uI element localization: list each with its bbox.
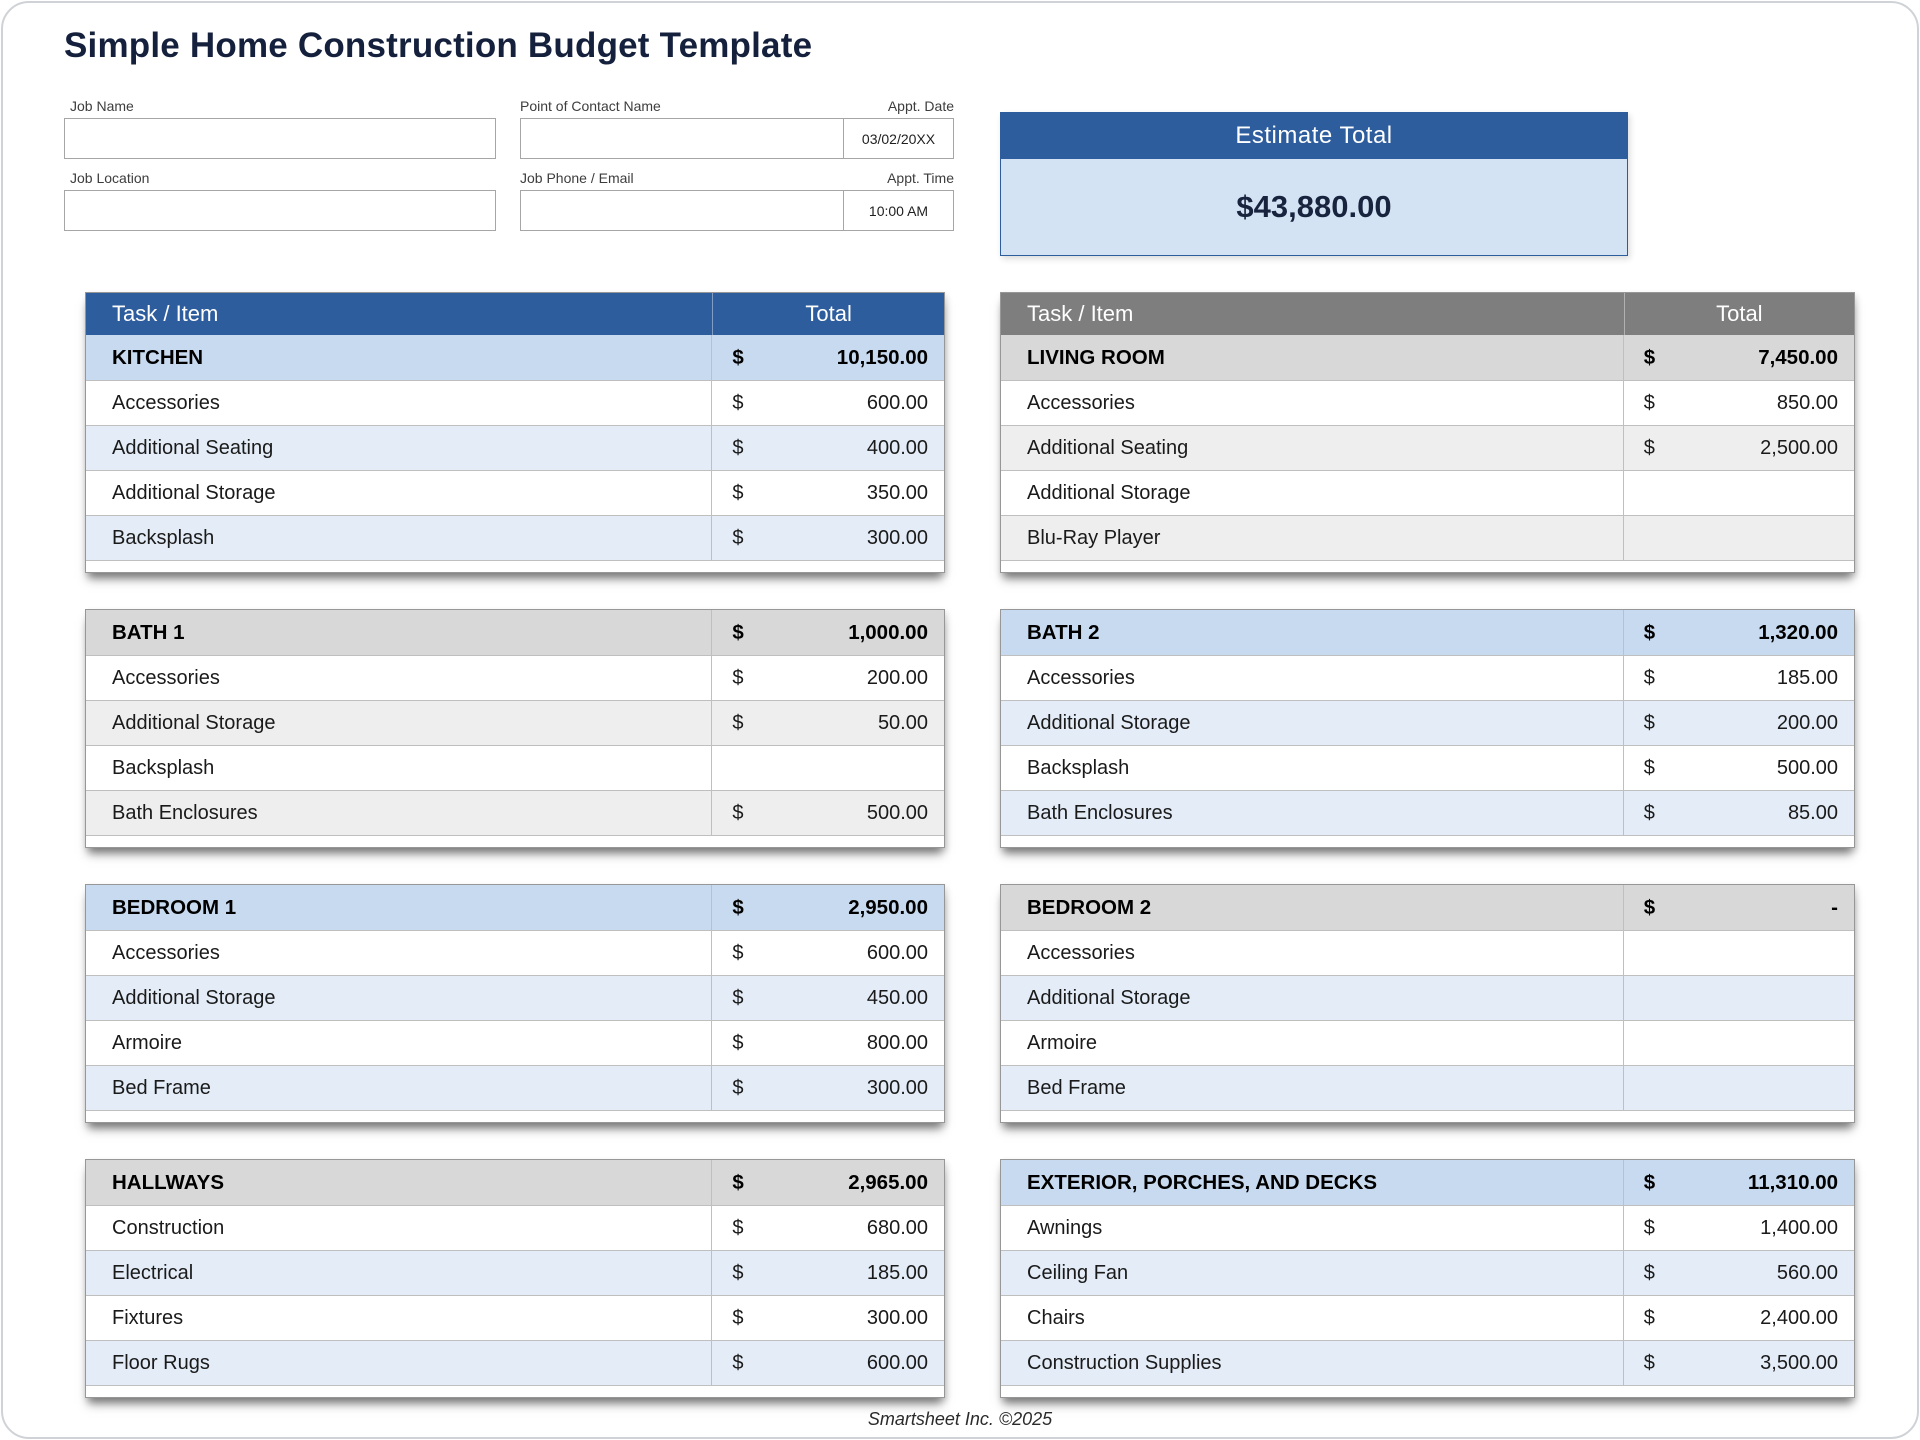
task-cell[interactable]: Accessories xyxy=(1001,381,1624,425)
task-cell[interactable]: Chairs xyxy=(1001,1296,1624,1340)
total-cell[interactable] xyxy=(1624,1251,1854,1295)
amount-value: 300.00 xyxy=(866,526,928,549)
amount-value: 85.00 xyxy=(1787,801,1838,824)
job-name-label: Job Name xyxy=(70,98,134,114)
currency-symbol: $ xyxy=(1643,1306,1655,1329)
total-cell[interactable] xyxy=(1624,610,1854,655)
table-row xyxy=(1001,1205,1854,1250)
currency-symbol: $ xyxy=(1643,666,1655,689)
total-cell[interactable] xyxy=(712,885,944,930)
table-row xyxy=(1001,380,1854,425)
amount-value: 600.00 xyxy=(866,391,928,414)
column-header-task: Task / Item xyxy=(112,301,219,326)
column-header-task: Task / Item xyxy=(1027,301,1134,326)
currency-symbol: $ xyxy=(732,1076,744,1099)
amount-value: 1,000.00 xyxy=(848,620,928,644)
table-partial-row xyxy=(1001,560,1854,572)
currency-symbol: $ xyxy=(732,526,744,549)
budget-table-kitchen xyxy=(85,292,945,573)
task-cell[interactable]: HALLWAYS xyxy=(86,1160,712,1205)
amount-value: 350.00 xyxy=(866,481,928,504)
currency-symbol: $ xyxy=(732,436,744,459)
task-cell[interactable]: Accessories xyxy=(86,381,712,425)
currency-symbol: $ xyxy=(1643,711,1655,734)
table-row xyxy=(1001,470,1854,515)
task-cell[interactable]: Accessories xyxy=(86,931,712,975)
task-cell[interactable]: Backsplash xyxy=(86,516,712,560)
amount-value: 500.00 xyxy=(866,801,928,824)
table-section-row xyxy=(86,610,944,655)
amount-value: 7,450.00 xyxy=(1758,345,1838,369)
currency-symbol: $ xyxy=(732,941,744,964)
total-cell[interactable] xyxy=(1624,1160,1854,1205)
currency-symbol: $ xyxy=(1643,895,1656,919)
appt-date-label: Appt. Date xyxy=(887,98,954,114)
table-row xyxy=(86,700,944,745)
total-cell[interactable] xyxy=(712,1160,944,1205)
table-row xyxy=(1001,655,1854,700)
appt-time-label: Appt. Time xyxy=(887,170,954,186)
currency-symbol: $ xyxy=(732,1216,744,1239)
table-row xyxy=(1001,790,1854,835)
total-cell[interactable] xyxy=(1624,1206,1854,1250)
currency-symbol: $ xyxy=(732,666,744,689)
table-section-row xyxy=(86,1160,944,1205)
total-cell[interactable] xyxy=(712,610,944,655)
task-cell[interactable]: Additional Storage xyxy=(86,701,712,745)
table-row xyxy=(86,1295,944,1340)
contact-name-label: Point of Contact Name xyxy=(520,98,661,114)
total-cell[interactable] xyxy=(1624,791,1854,835)
currency-symbol: $ xyxy=(1643,345,1656,369)
table-partial-row xyxy=(86,835,944,847)
table-section-row xyxy=(1001,885,1854,930)
total-cell[interactable] xyxy=(1624,1296,1854,1340)
estimate-total-panel xyxy=(1000,112,1628,256)
amount-value: 1,320.00 xyxy=(1758,620,1838,644)
total-cell[interactable] xyxy=(712,1021,944,1065)
currency-symbol: $ xyxy=(732,1031,744,1054)
table-row xyxy=(86,745,944,790)
task-cell[interactable]: Ceiling Fan xyxy=(1001,1251,1624,1295)
table-partial-row xyxy=(86,1385,944,1397)
currency-symbol: $ xyxy=(1643,801,1655,824)
table-row xyxy=(1001,1020,1854,1065)
task-cell[interactable]: Accessories xyxy=(86,656,712,700)
currency-symbol: $ xyxy=(1643,1216,1655,1239)
job-info-form xyxy=(64,98,954,238)
currency-symbol: $ xyxy=(732,895,744,919)
footer-credit: Smartsheet Inc. ©2025 xyxy=(867,1409,1053,1429)
table-partial-row xyxy=(86,1110,944,1122)
table-row xyxy=(1001,745,1854,790)
amount-value: 11,310.00 xyxy=(1747,1170,1838,1194)
table-row xyxy=(86,1250,944,1295)
task-cell[interactable]: Backsplash xyxy=(86,746,712,790)
total-cell[interactable] xyxy=(1624,471,1854,515)
task-cell[interactable]: BATH 1 xyxy=(86,610,712,655)
amount-value: 680.00 xyxy=(866,1216,928,1239)
job-location-input[interactable] xyxy=(64,190,496,231)
budget-table-exterior-porches-and-decks xyxy=(1000,1159,1855,1398)
table-row xyxy=(1001,930,1854,975)
table-partial-row xyxy=(1001,1385,1854,1397)
amount-value: 500.00 xyxy=(1776,756,1838,779)
currency-symbol: $ xyxy=(732,711,744,734)
table-row xyxy=(1001,515,1854,560)
table-row xyxy=(86,515,944,560)
amount-value: 3,500.00 xyxy=(1760,1351,1838,1374)
table-row xyxy=(86,425,944,470)
amount-value: 2,500.00 xyxy=(1760,436,1838,459)
table-row xyxy=(1001,425,1854,470)
total-cell[interactable] xyxy=(1624,335,1854,380)
total-cell[interactable] xyxy=(1624,746,1854,790)
table-partial-row xyxy=(86,560,944,572)
total-cell[interactable] xyxy=(1624,381,1854,425)
table-section-row xyxy=(1001,1160,1854,1205)
currency-symbol: $ xyxy=(732,481,744,504)
task-cell[interactable]: BATH 2 xyxy=(1001,610,1624,655)
table-row xyxy=(86,790,944,835)
table-section-row xyxy=(1001,335,1854,380)
total-cell[interactable] xyxy=(1624,656,1854,700)
task-cell[interactable]: Additional Storage xyxy=(1001,471,1624,515)
job-location-label: Job Location xyxy=(70,170,150,186)
column-header-total: Total xyxy=(1624,293,1854,335)
total-cell[interactable] xyxy=(712,791,944,835)
currency-symbol: $ xyxy=(732,1170,744,1194)
contact-name-input[interactable] xyxy=(520,118,844,159)
task-cell[interactable]: Construction xyxy=(86,1206,712,1250)
task-cell[interactable]: Additional Seating xyxy=(86,426,712,470)
job-name-input[interactable] xyxy=(64,118,496,159)
currency-symbol: $ xyxy=(732,345,744,369)
task-cell[interactable]: BEDROOM 2 xyxy=(1001,885,1624,930)
table-row xyxy=(86,380,944,425)
task-cell[interactable]: Blu-Ray Player xyxy=(1001,516,1624,560)
task-cell[interactable]: Bath Enclosures xyxy=(86,791,712,835)
budget-table-bath-2 xyxy=(1000,609,1855,848)
task-cell[interactable]: Accessories xyxy=(1001,931,1624,975)
amount-value: 560.00 xyxy=(1776,1261,1838,1284)
table-row xyxy=(86,1020,944,1065)
amount-value: 450.00 xyxy=(866,986,928,1009)
total-cell[interactable] xyxy=(1624,516,1854,560)
table-row xyxy=(86,1065,944,1110)
total-cell[interactable] xyxy=(1624,976,1854,1020)
amount-value: 300.00 xyxy=(866,1306,928,1329)
task-cell[interactable]: BEDROOM 1 xyxy=(86,885,712,930)
table-row xyxy=(1001,1065,1854,1110)
table-row xyxy=(1001,1295,1854,1340)
appt-date-value[interactable]: 03/02/20XX xyxy=(843,118,954,159)
amount-value: 2,965.00 xyxy=(848,1170,928,1194)
task-cell[interactable]: Floor Rugs xyxy=(86,1341,712,1385)
table-row xyxy=(86,655,944,700)
table-column-header xyxy=(1001,293,1854,335)
task-cell[interactable]: Awnings xyxy=(1001,1206,1624,1250)
estimate-total-value: $43,880.00 xyxy=(1001,159,1627,255)
currency-symbol: $ xyxy=(1643,756,1655,779)
task-cell[interactable]: Armoire xyxy=(1001,1021,1624,1065)
total-cell[interactable] xyxy=(1624,1021,1854,1065)
amount-value: 185.00 xyxy=(1776,666,1838,689)
total-cell[interactable] xyxy=(1624,426,1854,470)
task-cell[interactable]: Bath Enclosures xyxy=(1001,791,1624,835)
task-cell[interactable]: Additional Storage xyxy=(1001,976,1624,1020)
currency-symbol: $ xyxy=(732,1306,744,1329)
total-cell[interactable] xyxy=(712,1206,944,1250)
total-cell[interactable] xyxy=(712,1066,944,1110)
table-row xyxy=(86,930,944,975)
budget-table-bedroom-2 xyxy=(1000,884,1855,1123)
amount-value: 1,400.00 xyxy=(1760,1216,1838,1239)
currency-symbol: $ xyxy=(1643,620,1656,644)
task-cell[interactable]: Additional Storage xyxy=(86,471,712,515)
table-row xyxy=(1001,700,1854,745)
currency-symbol: $ xyxy=(1643,436,1655,459)
amount-value: 850.00 xyxy=(1776,391,1838,414)
total-cell[interactable] xyxy=(1624,885,1854,930)
total-cell[interactable] xyxy=(712,516,944,560)
budget-tables-grid xyxy=(85,292,1855,1398)
job-phone-email-input[interactable] xyxy=(520,190,844,231)
currency-symbol: $ xyxy=(1643,1261,1655,1284)
total-cell[interactable] xyxy=(712,1341,944,1385)
total-cell[interactable] xyxy=(1624,931,1854,975)
task-cell[interactable]: LIVING ROOM xyxy=(1001,335,1624,380)
total-cell[interactable] xyxy=(712,471,944,515)
total-cell[interactable] xyxy=(1624,1341,1854,1385)
amount-value: 800.00 xyxy=(866,1031,928,1054)
total-cell[interactable] xyxy=(712,701,944,745)
currency-symbol: $ xyxy=(1643,1170,1656,1194)
currency-symbol: $ xyxy=(732,801,744,824)
currency-symbol: $ xyxy=(1643,391,1655,414)
table-row xyxy=(1001,1340,1854,1385)
task-cell[interactable]: KITCHEN xyxy=(86,335,712,380)
tables-left xyxy=(85,292,945,1398)
task-cell[interactable]: Construction Supplies xyxy=(1001,1341,1624,1385)
amount-value: 600.00 xyxy=(866,941,928,964)
total-cell[interactable] xyxy=(712,1251,944,1295)
budget-table-living-room xyxy=(1000,292,1855,573)
currency-symbol: $ xyxy=(732,620,744,644)
table-row xyxy=(1001,975,1854,1020)
table-partial-row xyxy=(1001,1110,1854,1122)
budget-table-bath-1 xyxy=(85,609,945,848)
amount-value: 185.00 xyxy=(866,1261,928,1284)
table-section-row xyxy=(1001,610,1854,655)
table-section-row xyxy=(86,885,944,930)
amount-value: 300.00 xyxy=(866,1076,928,1099)
total-cell[interactable] xyxy=(712,931,944,975)
currency-symbol: $ xyxy=(732,1261,744,1284)
table-row xyxy=(86,1205,944,1250)
budget-table-bedroom-1 xyxy=(85,884,945,1123)
estimate-total-header: Estimate Total xyxy=(1001,113,1627,159)
amount-value: 10,150.00 xyxy=(836,345,928,369)
amount-value: 200.00 xyxy=(866,666,928,689)
total-cell[interactable] xyxy=(712,746,944,790)
task-cell[interactable]: EXTERIOR, PORCHES, AND DECKS xyxy=(1001,1160,1624,1205)
task-cell[interactable]: Additional Storage xyxy=(86,976,712,1020)
amount-value: 2,950.00 xyxy=(848,895,928,919)
total-cell[interactable] xyxy=(1624,701,1854,745)
total-cell[interactable] xyxy=(712,426,944,470)
task-cell[interactable]: Additional Seating xyxy=(1001,426,1624,470)
tables-right xyxy=(1000,292,1855,1398)
table-row xyxy=(86,1340,944,1385)
amount-value: 2,400.00 xyxy=(1760,1306,1838,1329)
total-cell[interactable] xyxy=(712,381,944,425)
task-cell[interactable]: Backsplash xyxy=(1001,746,1624,790)
task-cell[interactable]: Bed Frame xyxy=(86,1066,712,1110)
task-cell[interactable]: Bed Frame xyxy=(1001,1066,1624,1110)
amount-value: 50.00 xyxy=(877,711,928,734)
job-phone-email-label: Job Phone / Email xyxy=(520,170,634,186)
total-cell[interactable] xyxy=(1624,1066,1854,1110)
currency-symbol: $ xyxy=(732,1351,744,1374)
task-cell[interactable]: Armoire xyxy=(86,1021,712,1065)
currency-symbol: $ xyxy=(732,986,744,1009)
amount-value: 400.00 xyxy=(866,436,928,459)
table-column-header xyxy=(86,293,944,335)
table-row xyxy=(1001,1250,1854,1295)
page-title: Simple Home Construction Budget Template xyxy=(64,26,813,65)
task-cell[interactable]: Electrical xyxy=(86,1251,712,1295)
table-row xyxy=(86,470,944,515)
budget-table-hallways xyxy=(85,1159,945,1398)
table-row xyxy=(86,975,944,1020)
total-cell[interactable] xyxy=(712,656,944,700)
amount-value: 200.00 xyxy=(1776,711,1838,734)
currency-symbol: $ xyxy=(1643,1351,1655,1374)
task-cell[interactable]: Accessories xyxy=(1001,656,1624,700)
total-cell[interactable] xyxy=(712,976,944,1020)
total-cell[interactable] xyxy=(712,1296,944,1340)
table-partial-row xyxy=(1001,835,1854,847)
amount-value: 600.00 xyxy=(866,1351,928,1374)
task-cell[interactable]: Fixtures xyxy=(86,1296,712,1340)
task-cell[interactable]: Additional Storage xyxy=(1001,701,1624,745)
appt-time-value[interactable]: 10:00 AM xyxy=(843,190,954,231)
currency-symbol: $ xyxy=(732,391,744,414)
table-section-row xyxy=(86,335,944,380)
column-header-total: Total xyxy=(712,293,944,335)
total-cell[interactable] xyxy=(712,335,944,380)
amount-value: - xyxy=(1831,895,1838,919)
